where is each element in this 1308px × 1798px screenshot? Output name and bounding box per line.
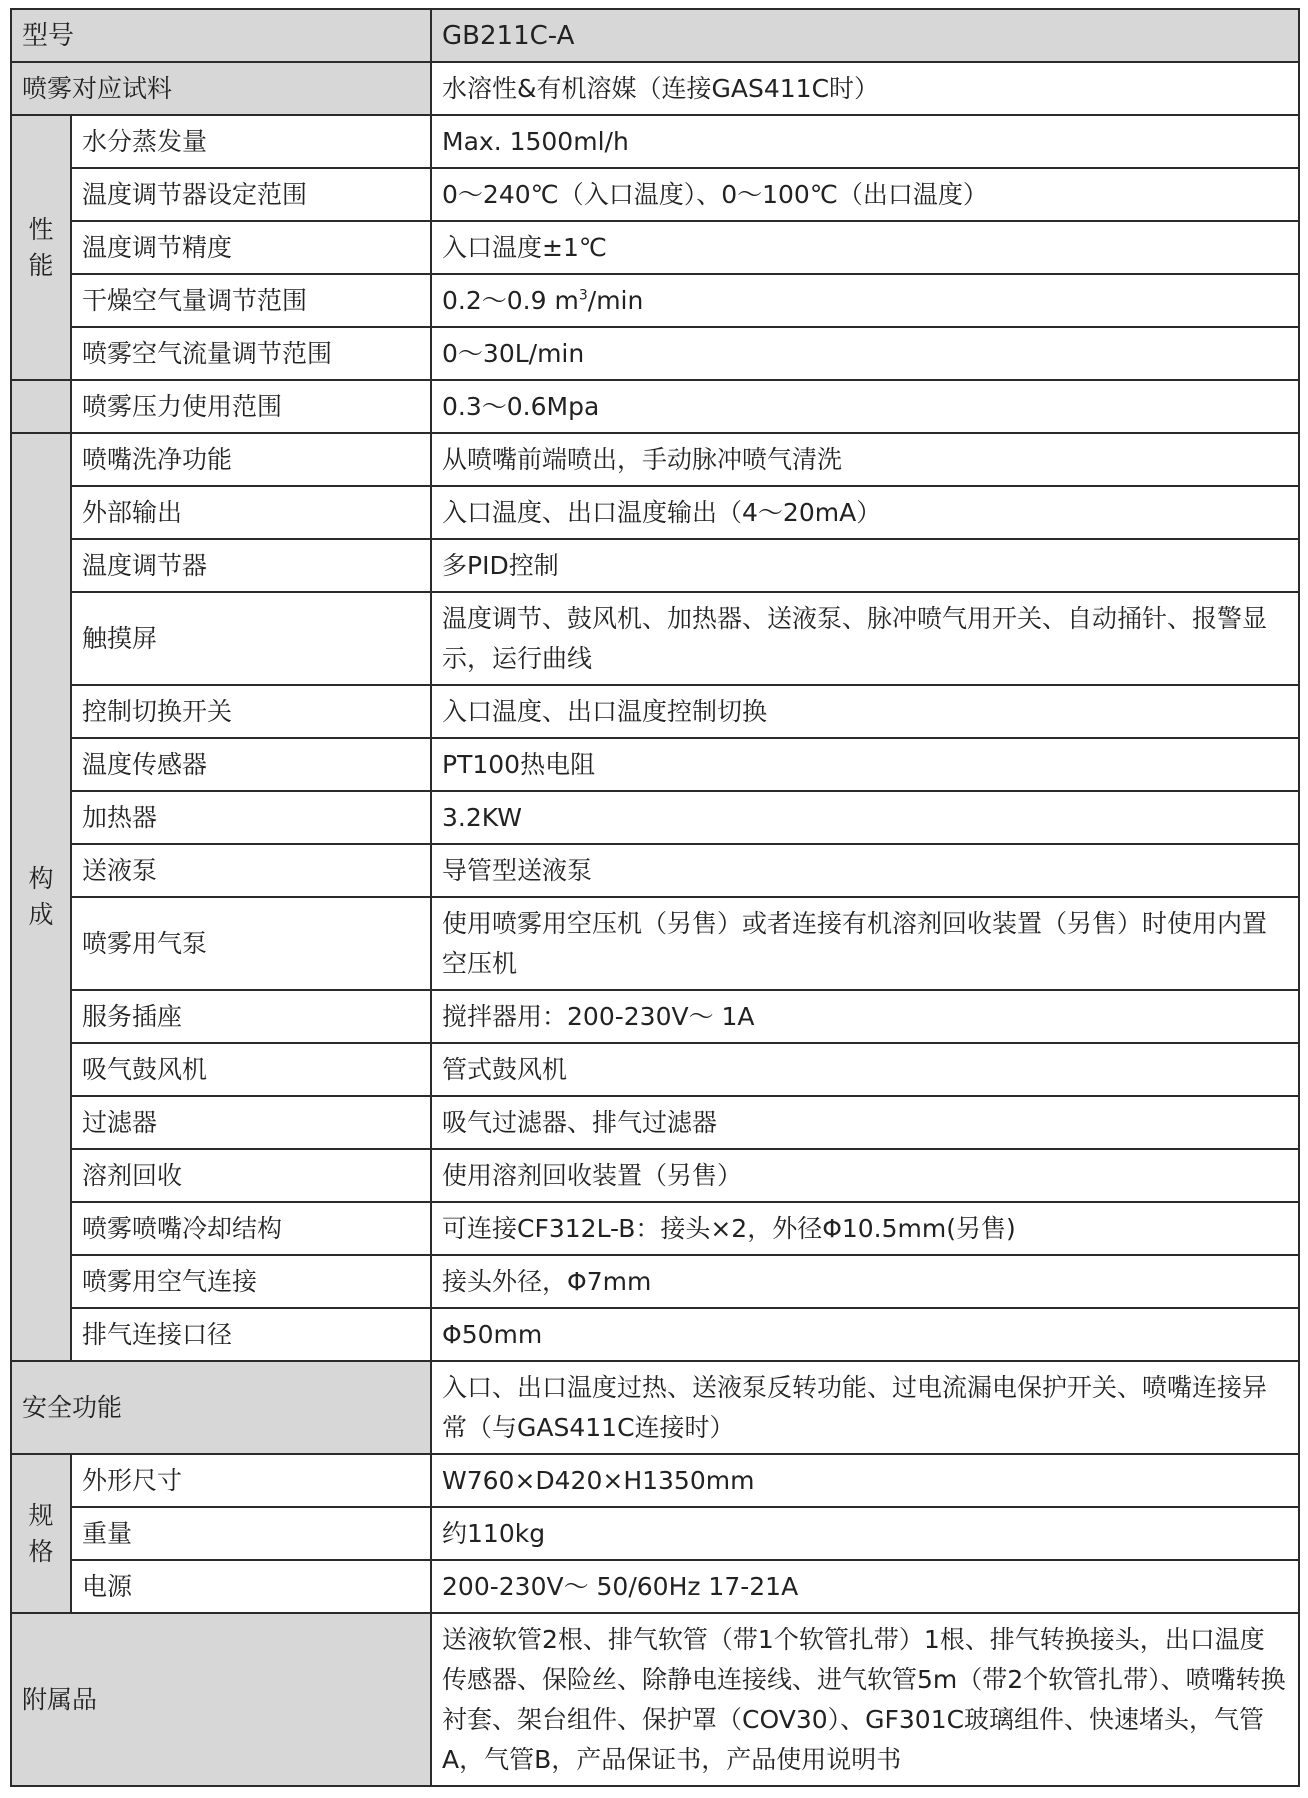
row-value [431,274,1299,327]
row-label: 附属品 [11,1613,431,1786]
construction-row [11,1308,1299,1361]
section-performance [11,115,71,380]
row-label: 喷雾对应试料 [11,62,431,115]
row-label: 重量 [71,1507,431,1560]
construction-row [11,685,1299,738]
performance-row [11,221,1299,274]
specs-row [11,1507,1299,1560]
row-label: 外形尺寸 [71,1454,431,1507]
safety-row [11,1361,1299,1454]
row-label: 干燥空气量调节范围 [71,274,431,327]
row-label: 水分蒸发量 [71,115,431,168]
accessories-row [11,1613,1299,1786]
row-value: 约110kg [431,1507,1299,1560]
row-label: 喷雾用空气连接 [71,1255,431,1308]
row-label: 温度传感器 [71,738,431,791]
construction-row [11,1255,1299,1308]
row-value: 入口、出口温度过热、送液泵反转功能、过电流漏电保护开关、喷嘴连接异常（与GAS411C连接时） [431,1361,1299,1454]
construction-row [11,1096,1299,1149]
section-char: 性 [28,214,54,244]
section-char: 构 [28,864,54,893]
row-label: 喷雾用气泵 [71,897,431,990]
row-value: 管式鼓风机 [431,1043,1299,1096]
section-construction [11,433,71,1361]
value-text: 0.2～0.9 m [442,285,579,315]
spec-table-container [10,8,1298,1787]
performance-row [11,115,1299,168]
row-value: 入口温度、出口温度输出（4～20mA） [431,486,1299,539]
model-value: GB211C-A [431,9,1299,62]
performance-row [11,274,1299,327]
row-value: Φ50mm [431,1308,1299,1361]
construction-row [11,486,1299,539]
row-value: 送液软管2根、排气软管（带1个软管扎带）1根、排气转换接头，出口温度传感器、保险丝、除静电连接线、进气软管5m（带2个软管扎带）、喷嘴转换衬套、架台组件、保护罩（COV30）、GF301C玻璃组件、快速堵头，气管A，气管B，产品保证书，产品使用说明书 [431,1613,1299,1786]
row-value: PT100热电阻 [431,738,1299,791]
performance-row [11,168,1299,221]
row-value: 入口温度±1℃ [431,221,1299,274]
construction-row [11,791,1299,844]
row-label: 喷嘴洗净功能 [71,433,431,486]
row-label: 外部输出 [71,486,431,539]
construction-row [11,990,1299,1043]
row-value: 0～30L/min [431,327,1299,380]
row-label: 吸气鼓风机 [71,1043,431,1096]
row-label: 加热器 [71,791,431,844]
superscript-exponent: 3 [578,287,588,304]
row-label: 安全功能 [11,1361,431,1454]
row-value: 多PID控制 [431,539,1299,592]
row-label: 喷雾喷嘴冷却结构 [71,1202,431,1255]
row-value: 3.2KW [431,791,1299,844]
specs-row [11,1560,1299,1613]
row-label: 控制切换开关 [71,685,431,738]
row-label: 服务插座 [71,990,431,1043]
row-value: 200-230V～ 50/60Hz 17-21A [431,1560,1299,1613]
row-value: 0.3～0.6Mpa [431,380,1299,433]
row-value: 0～240℃（入口温度）、0～100℃（出口温度） [431,168,1299,221]
row-value: 导管型送液泵 [431,844,1299,897]
specs-row [11,1454,1299,1507]
header-row [11,9,1299,62]
construction-row [11,738,1299,791]
row-label: 温度调节精度 [71,221,431,274]
row-value: 水溶性&有机溶媒（连接GAS411C时） [431,62,1299,115]
row-label: 触摸屏 [71,592,431,685]
construction-row [11,844,1299,897]
row-value: 入口温度、出口温度控制切换 [431,685,1299,738]
model-label: 型号 [11,9,431,62]
construction-row [11,1202,1299,1255]
row-value: 从喷嘴前端喷出，手动脉冲喷气清洗 [431,433,1299,486]
row-label: 电源 [71,1560,431,1613]
row-value: 使用溶剂回收装置（另售） [431,1149,1299,1202]
row-value: 使用喷雾用空压机（另售）或者连接有机溶剂回收装置（另售）时使用内置空压机 [431,897,1299,990]
section-specs [11,1454,71,1613]
empty-section-cell [11,380,71,433]
performance-row [11,327,1299,380]
row-label: 过滤器 [71,1096,431,1149]
section-char: 成 [28,900,54,929]
row-label: 温度调节器设定范围 [71,168,431,221]
row-label: 送液泵 [71,844,431,897]
construction-row [11,1043,1299,1096]
row-label: 溶剂回收 [71,1149,431,1202]
construction-row [11,539,1299,592]
row-value: W760×D420×H1350mm [431,1454,1299,1507]
value-unit: /min [587,285,644,315]
row-value: 温度调节、鼓风机、加热器、送液泵、脉冲喷气用开关、自动捅针、报警显示，运行曲线 [431,592,1299,685]
section-char: 能 [28,250,54,280]
spray-sample-row [11,62,1299,115]
row-label: 喷雾空气流量调节范围 [71,327,431,380]
row-value: 接头外径，Φ7mm [431,1255,1299,1308]
construction-row [11,897,1299,990]
row-label: 温度调节器 [71,539,431,592]
pressure-row [11,380,1299,433]
row-value: 吸气过滤器、排气过滤器 [431,1096,1299,1149]
row-value: 可连接CF312L-B：接头×2，外径Φ10.5mm(另售) [431,1202,1299,1255]
construction-row [11,592,1299,685]
row-label: 喷雾压力使用范围 [71,380,431,433]
row-label: 排气连接口径 [71,1308,431,1361]
construction-row [11,1149,1299,1202]
section-char: 规 [28,1500,54,1530]
row-value: 搅拌器用：200-230V～ 1A [431,990,1299,1043]
construction-row [11,433,1299,486]
spec-table [10,8,1300,1787]
section-char: 格 [28,1536,54,1566]
row-value: Max. 1500ml/h [431,115,1299,168]
